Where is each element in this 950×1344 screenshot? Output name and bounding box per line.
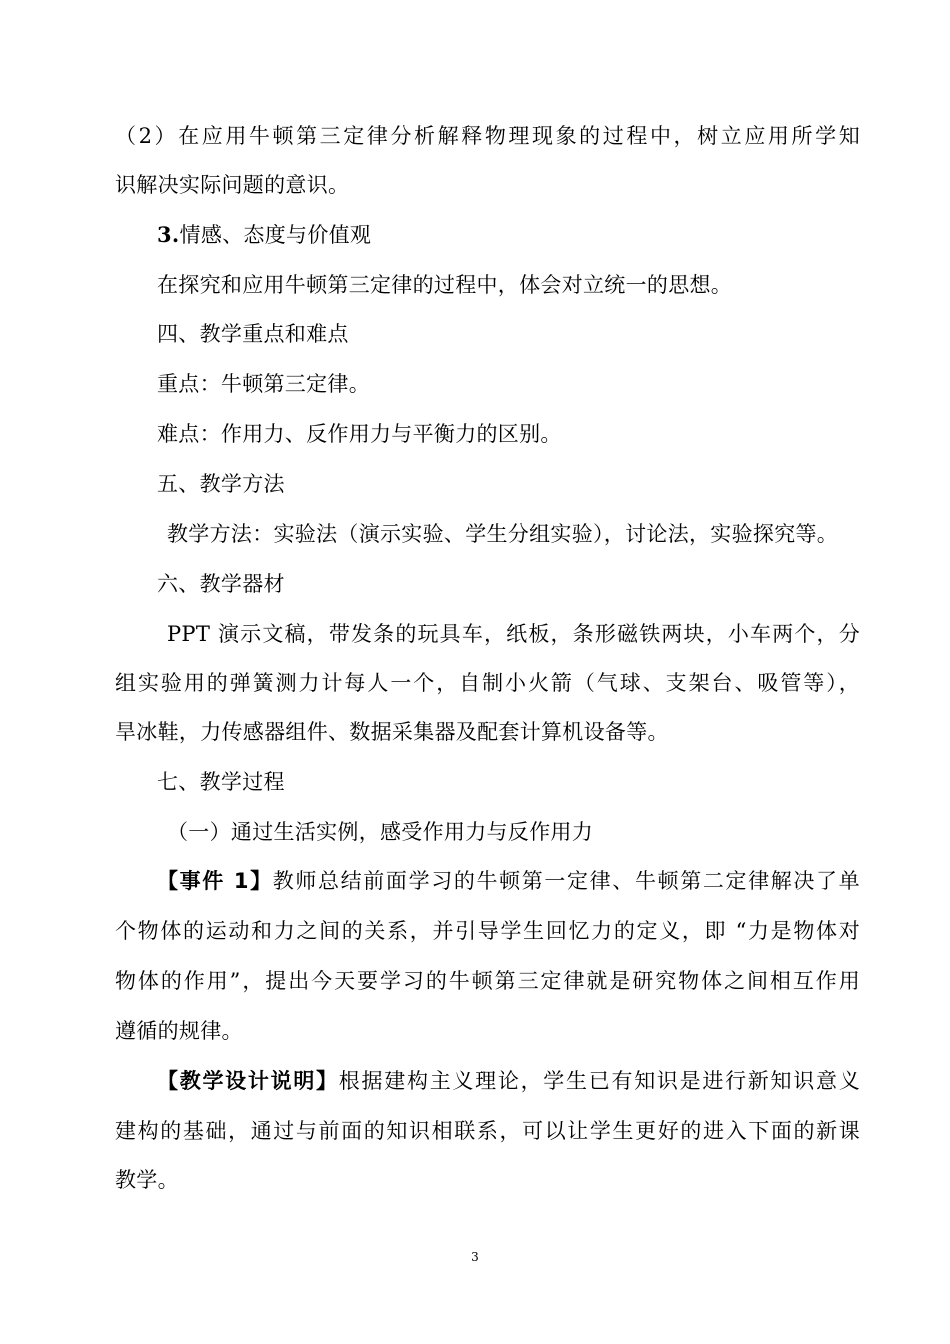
design-note-line (157, 1068, 860, 1094)
paragraph-line: 建构的基础，通过与前面的知识相联系，可以让学生更好的进入下面的新课 (115, 1119, 860, 1143)
design-note-label: 【教学设计说明】 (157, 1069, 339, 1093)
section-heading: 六、教学器材 (157, 572, 285, 596)
paragraph-line: 重点：牛顿第三定律。 (157, 372, 370, 396)
paragraph-line: 组实验用的弹簧测力计每人一个，自制小火箭（气球、支架台、吸管等）， (115, 671, 860, 695)
section-heading: 五、教学方法 (157, 472, 285, 496)
paragraph-line: 物体的作用”，提出今天要学习的牛顿第三定律就是研究物体之间相互作用 (115, 969, 860, 993)
section-heading-emotion (157, 222, 371, 248)
paragraph-line: 教学。 (115, 1168, 179, 1192)
page-number: 3 (471, 1250, 479, 1264)
event-text: 教师总结前面学习的牛顿第一定律、牛顿第二定律解决了单 (272, 869, 860, 893)
paragraph-line: 教学方法：实验法（演示实验、学生分组实验），讨论法，实验探究等。 (167, 522, 839, 546)
paragraph-line: PPT 演示文稿，带发条的玩具车，纸板，条形磁铁两块，小车两个，分 (167, 622, 860, 646)
design-note-text: 根据建构主义理论，学生已有知识是进行新知识意义 (338, 1069, 860, 1093)
paragraph-line: 识解决实际问题的意识。 (115, 173, 350, 197)
subsection-heading: （一）通过生活实例，感受作用力与反作用力 (167, 820, 593, 844)
event-paragraph-line (157, 868, 860, 894)
section-heading: 七、教学过程 (157, 770, 285, 794)
section-number: 3. (157, 222, 180, 247)
paragraph-line: （2）在应用牛顿第三定律分析解释物理现象的过程中，树立应用所学知 (115, 124, 860, 148)
section-title: 情感、态度与价值观 (179, 223, 372, 247)
section-heading: 四、教学重点和难点 (157, 322, 349, 346)
paragraph-line: 个物体的运动和力之间的关系，并引导学生回忆力的定义，即 “力是物体对 (115, 919, 860, 943)
paragraph-line: 遵循的规律。 (115, 1019, 243, 1043)
paragraph-line: 旱冰鞋，力传感器组件、数据采集器及配套计算机设备等。 (115, 720, 669, 744)
event-label: 【事件 1】 (157, 869, 273, 893)
paragraph-line: 在探究和应用牛顿第三定律的过程中，体会对立统一的思想。 (157, 273, 733, 297)
paragraph-line: 难点：作用力、反作用力与平衡力的区别。 (157, 422, 562, 446)
